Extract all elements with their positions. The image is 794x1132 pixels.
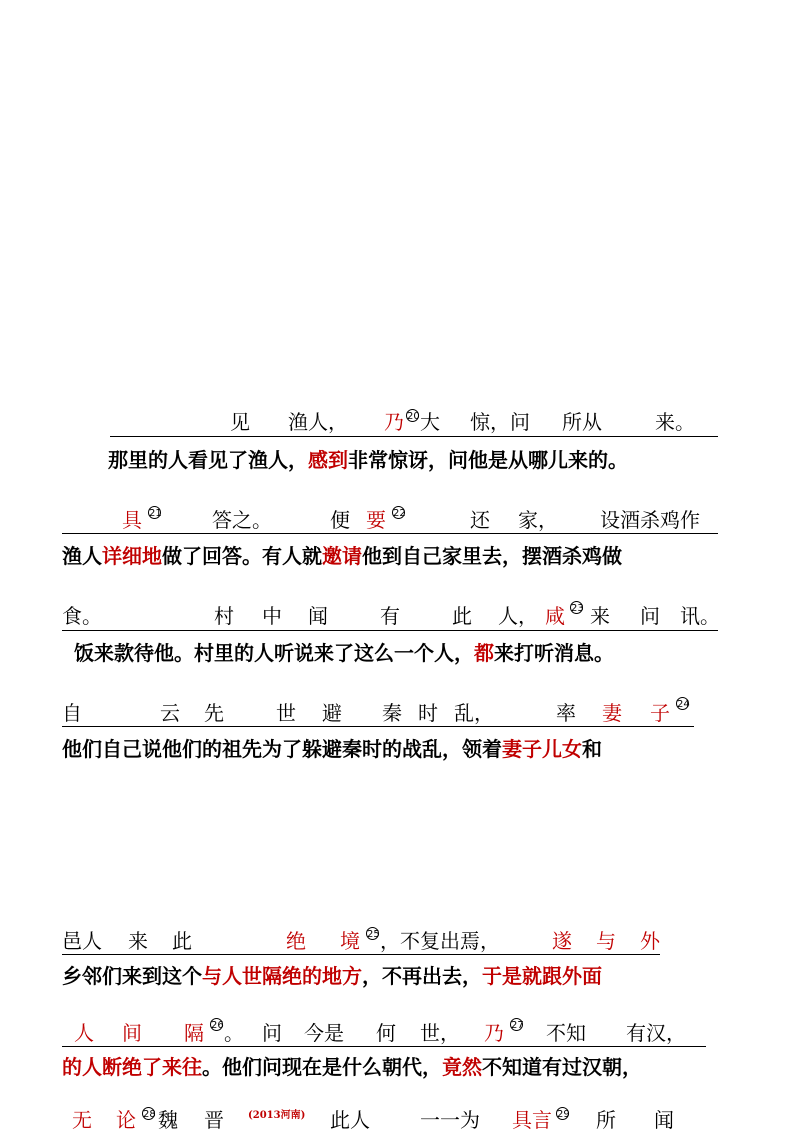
classical-text: 设酒杀鸡作 [600, 508, 700, 532]
classical-text: 家， [518, 508, 558, 532]
translation-line [108, 447, 628, 473]
classical-text: 答之。 [212, 508, 272, 532]
classical-keyword: 乃 [384, 410, 404, 434]
classical-keyword: 具言 [512, 1108, 552, 1132]
translation-text: 做了回答。有人就 [162, 544, 322, 568]
classical-keyword: 遂 [552, 929, 572, 953]
classical-text: 秦 [382, 701, 402, 725]
classical-text: 此人 [330, 1108, 370, 1132]
classical-text: 中 [262, 604, 282, 628]
translation-line [62, 1054, 642, 1080]
translation-text: ，不再出去， [362, 964, 482, 988]
classical-text: 来。 [655, 410, 695, 434]
classical-text: 魏 [158, 1108, 178, 1132]
translation-text: 乡邻们来到这个 [62, 964, 202, 988]
translation-text: 他到自己家里去，摆酒杀鸡做 [362, 544, 622, 568]
classical-text: 晋 [204, 1108, 224, 1132]
translation-line [62, 963, 602, 989]
classical-keyword: 境 [340, 929, 360, 953]
underline-rule [62, 1046, 706, 1047]
translation-keyword: 都 [474, 641, 494, 665]
underline-rule [110, 436, 718, 437]
classical-text: 惊，问 [470, 410, 530, 434]
classical-text: 闻 [308, 604, 328, 628]
classical-keyword: 论 [116, 1108, 136, 1132]
classical-text: ，不复出焉， [380, 929, 500, 953]
translation-keyword: 竟然 [442, 1055, 482, 1079]
classical-text: 乱， [454, 701, 494, 725]
translation-keyword: 感到 [308, 448, 348, 472]
classical-keyword: 要 [366, 508, 386, 532]
classical-text: 便 [330, 508, 350, 532]
classical-text: 有 [380, 604, 400, 628]
classical-keyword: 咸 [545, 604, 565, 628]
classical-text: 云 [160, 701, 180, 725]
classical-text: 问 [640, 604, 660, 628]
translation-text: 那里的人看见了渔人， [108, 448, 308, 472]
translation-text: 非常惊讶，问他是从哪儿来的。 [348, 448, 628, 472]
classical-text: 避 [322, 701, 342, 725]
classical-keyword: 人 [74, 1021, 94, 1045]
translation-text: 。他们问现在是什么朝代， [202, 1055, 442, 1079]
classical-keyword: 绝 [286, 929, 306, 953]
classical-keyword: 乃 [484, 1021, 504, 1045]
classical-text: 此 [172, 929, 192, 953]
classical-text: 问 [262, 1021, 282, 1045]
classical-keyword: 外 [640, 929, 660, 953]
translation-text: 不知道有过汉朝， [482, 1055, 642, 1079]
classical-text: 先 [204, 701, 224, 725]
classical-keyword: 子 [650, 701, 670, 725]
classical-text: 大 [420, 410, 440, 434]
classical-text: 闻 [654, 1108, 674, 1132]
classical-text: 今是 [304, 1021, 344, 1045]
footnote-marker: 25 [367, 929, 380, 940]
translation-line [74, 640, 614, 666]
classical-text: 还 [470, 508, 490, 532]
translation-keyword: 邀请 [322, 544, 362, 568]
footnote-marker: 26 [211, 1020, 224, 1031]
translation-keyword: 与人世隔绝的地方 [202, 964, 362, 988]
footnote-marker: 22 [393, 508, 406, 519]
translation-keyword: 的人断绝了来往 [62, 1055, 202, 1079]
translation-line [62, 543, 622, 569]
translation-text: 来打听消息。 [494, 641, 614, 665]
classical-text: 所从 [562, 410, 602, 434]
classical-text: 所 [596, 1108, 616, 1132]
classical-text: 自 [62, 701, 82, 725]
classical-keyword: 隔 [184, 1021, 204, 1045]
classical-text: 讯。 [680, 604, 720, 628]
classical-text: 人， [498, 604, 538, 628]
classical-keyword: 与 [596, 929, 616, 953]
footnote-marker: 20 [407, 411, 420, 422]
translation-keyword: 详细地 [102, 544, 162, 568]
classical-text: 不知 [546, 1021, 586, 1045]
underline-rule [62, 726, 694, 727]
translation-text: 和 [582, 737, 602, 761]
classical-text: 世， [420, 1021, 460, 1045]
classical-text: 一一为 [420, 1108, 480, 1132]
classical-text: 何 [376, 1021, 396, 1045]
underline-rule [62, 533, 718, 534]
classical-text: 率 [556, 701, 576, 725]
classical-text: 见 [230, 410, 250, 434]
classical-keyword: 妻 [602, 701, 622, 725]
classical-text: 有汉， [626, 1021, 686, 1045]
underline-rule [62, 954, 660, 955]
translation-line [62, 736, 602, 762]
classical-text: 。 [224, 1021, 244, 1045]
footnote-marker: 27 [511, 1020, 524, 1031]
classical-keyword: 具 [122, 508, 142, 532]
classical-text: 邑人 [62, 929, 102, 953]
translation-keyword: 于是就跟外面 [482, 964, 602, 988]
footnote-marker: 23 [571, 603, 584, 614]
classical-text: 村 [214, 604, 234, 628]
translation-keyword: 妻子儿女 [502, 737, 582, 761]
footnote-marker: 29 [557, 1109, 570, 1120]
classical-text: 来 [128, 929, 148, 953]
footnote-marker: 28 [143, 1109, 156, 1120]
classical-keyword: 间 [122, 1021, 142, 1045]
classical-text: 来 [590, 604, 610, 628]
translation-text: 饭来款待他。村里的人听说来了这么一个人， [74, 641, 474, 665]
translation-text: 渔人 [62, 544, 102, 568]
classical-text: 世 [276, 701, 296, 725]
classical-text: 食。 [62, 604, 102, 628]
translation-text: 他们自己说他们的祖先为了躲避秦时的战乱，领着 [62, 737, 502, 761]
classical-text: 时 [418, 701, 438, 725]
footnote-marker: 21 [149, 508, 162, 519]
exam-source-tag: (2013河南) [248, 1110, 306, 1121]
classical-text: 此 [452, 604, 472, 628]
classical-text: 渔人， [288, 410, 348, 434]
footnote-marker: 24 [677, 699, 690, 710]
underline-rule [62, 630, 718, 631]
classical-keyword: 无 [72, 1108, 92, 1132]
